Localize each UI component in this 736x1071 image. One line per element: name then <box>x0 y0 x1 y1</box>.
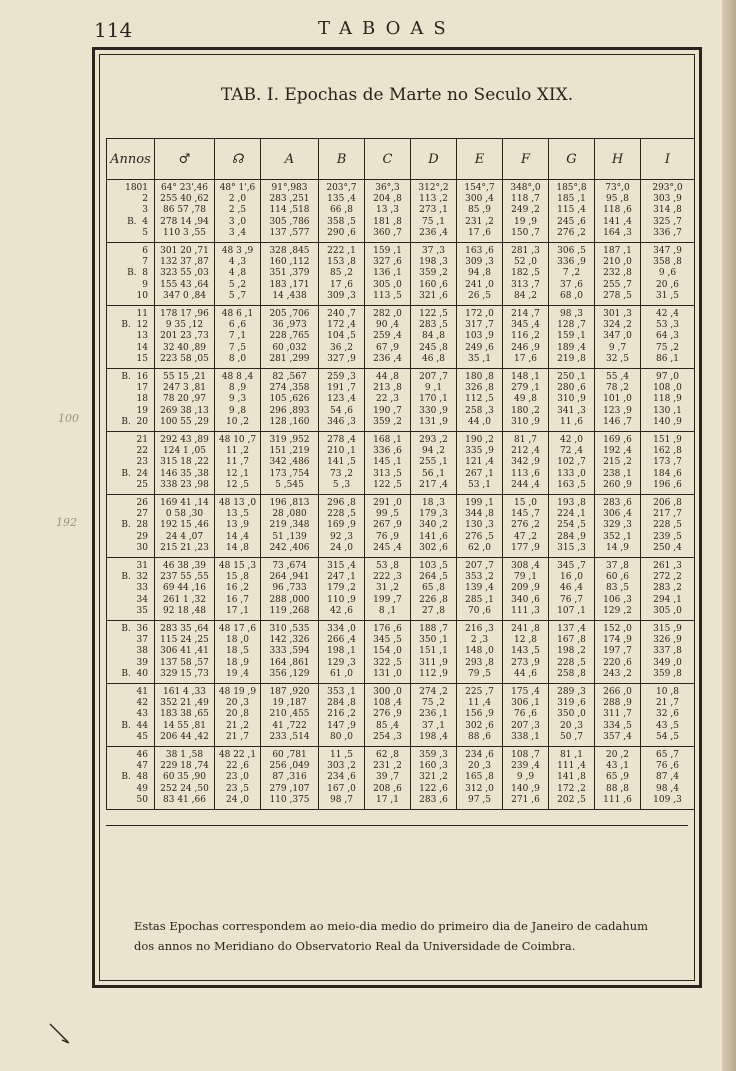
table-cell <box>595 369 641 432</box>
years-values: 46 47 B. 48 49 50 <box>121 750 148 805</box>
cell-values: 55 ,4 78 ,2 101 ,0 123 ,9 146 ,7 <box>603 372 632 427</box>
table-cell <box>503 495 549 558</box>
cell-values: 312°,2 113 ,2 273 ,1 75 ,1 236 ,4 <box>418 183 449 238</box>
table-cell <box>549 495 595 558</box>
table-cell <box>457 432 503 495</box>
cell-values: 163 ,6 309 ,3 94 ,8 241 ,0 26 ,5 <box>465 246 494 301</box>
cell-values: 296 ,8 228 ,5 169 ,9 92 ,3 24 ,0 <box>327 498 356 553</box>
page-number: 114 <box>94 18 133 42</box>
cell-values: 278 ,4 210 ,1 141 ,5 73 ,2 5 ,3 <box>327 435 356 490</box>
cell-values: 161 4 ,33 352 21 ,49 183 38 ,65 14 55 ,81 206 44 ,42 <box>160 687 209 742</box>
table-row <box>107 180 695 243</box>
table-cell <box>215 558 261 621</box>
cell-values: 250 ,1 280 ,6 310 ,9 341 ,3 11 ,6 <box>557 372 586 427</box>
years-values: 26 27 B. 28 29 30 <box>121 498 148 553</box>
table-cell <box>319 684 365 747</box>
table-cell <box>595 558 641 621</box>
table-cell <box>595 747 641 810</box>
table-cell <box>411 621 457 684</box>
table-title: TAB. I. Epochas de Marte no Seculo XIX. <box>220 85 574 105</box>
table-cell <box>411 747 457 810</box>
column-header: B <box>319 139 365 180</box>
cell-values: 48 13 ,0 13 ,5 13 ,9 14 ,4 14 ,8 <box>218 498 257 553</box>
table-cell <box>319 306 365 369</box>
table-cell <box>411 495 457 558</box>
years-cell <box>107 306 155 369</box>
table-cell <box>215 180 261 243</box>
table-cell <box>365 432 411 495</box>
column-header: ☊ <box>215 139 261 180</box>
table-cell <box>215 243 261 306</box>
column-header: A <box>261 139 319 180</box>
cell-values: 20 ,2 43 ,1 65 ,9 88 ,8 111 ,6 <box>603 750 632 805</box>
cell-values: 315 ,9 326 ,9 337 ,8 349 ,0 359 ,8 <box>653 624 682 679</box>
cell-values: 334 ,0 266 ,4 198 ,1 129 ,3 61 ,0 <box>327 624 356 679</box>
table-cell <box>155 432 215 495</box>
years-values: 11 B. 12 13 14 15 <box>121 309 148 364</box>
cell-values: 55 15 ,21 247 3 ,81 78 20 ,97 269 38 ,13 100 55 ,29 <box>160 372 209 427</box>
table-cell <box>155 621 215 684</box>
table-cell <box>549 432 595 495</box>
table-row <box>107 369 695 432</box>
table-cell <box>549 243 595 306</box>
cell-values: 300 ,0 108 ,4 276 ,9 85 ,4 254 ,3 <box>373 687 402 742</box>
table-row <box>107 747 695 810</box>
cell-values: 345 ,7 16 ,0 46 ,4 76 ,7 107 ,1 <box>557 561 586 616</box>
table-cell <box>503 432 549 495</box>
cell-values: 293°,0 303 ,9 314 ,8 325 ,7 336 ,7 <box>652 183 683 238</box>
table-row <box>107 684 695 747</box>
cell-values: 310 ,535 142 ,326 333 ,594 164 ,861 356 ,129 <box>269 624 310 679</box>
epochs-table <box>106 138 695 810</box>
cell-values: 103 ,5 264 ,5 65 ,8 226 ,8 27 ,8 <box>419 561 448 616</box>
cell-values: 37 ,3 198 ,3 359 ,2 160 ,6 321 ,6 <box>419 246 448 301</box>
cell-values: 148 ,1 279 ,1 49 ,8 180 ,2 310 ,9 <box>511 372 540 427</box>
table-cell <box>215 621 261 684</box>
table-cell <box>595 306 641 369</box>
column-header: H <box>595 139 641 180</box>
cell-values: 225 ,7 11 ,4 156 ,9 302 ,6 88 ,6 <box>465 687 494 742</box>
cell-values: 261 ,3 272 ,2 283 ,2 294 ,1 305 ,0 <box>653 561 682 616</box>
cell-values: 62 ,8 231 ,2 39 ,7 208 ,6 17 ,1 <box>373 750 402 805</box>
table-cell <box>411 558 457 621</box>
table-cell <box>215 432 261 495</box>
cell-values: 216 ,3 2 ,3 148 ,0 293 ,8 79 ,5 <box>465 624 494 679</box>
cell-values: 73°,0 95 ,8 118 ,6 141 ,4 164 ,3 <box>603 183 632 238</box>
cell-values: 205 ,706 36 ,973 228 ,765 60 ,032 281 ,299 <box>269 309 310 364</box>
table-cell <box>155 495 215 558</box>
margin-mark: 192 <box>56 516 77 529</box>
cell-values: 193 ,8 224 ,1 254 ,5 284 ,9 315 ,3 <box>557 498 586 553</box>
cell-values: 53 ,8 222 ,3 31 ,2 199 ,7 8 ,1 <box>373 561 402 616</box>
cell-values: 64° 23',46 255 40 ,62 86 57 ,78 278 14 ,94 110 3 ,55 <box>160 183 209 238</box>
cell-values: 185°,8 185 ,1 115 ,4 245 ,6 276 ,2 <box>556 183 587 238</box>
table-cell <box>457 747 503 810</box>
table-cell <box>595 684 641 747</box>
cell-values: 42 ,0 72 ,4 102 ,7 133 ,0 163 ,5 <box>557 435 586 490</box>
table-cell <box>261 558 319 621</box>
cell-values: 199 ,1 344 ,8 130 ,3 276 ,5 62 ,0 <box>465 498 494 553</box>
cell-values: 292 43 ,89 124 1 ,05 315 18 ,22 146 35 ,38 338 23 ,98 <box>160 435 209 490</box>
footnote: Estas Epochas correspondem ao meio-dia medio do primeiro dia de Janeiro de cadahum dos annos no Meridiano do Observatorio Real da Universidade de Coimbra. <box>134 919 649 953</box>
cell-values: 48 8 ,4 8 ,9 9 ,3 9 ,8 10 ,2 <box>221 372 254 427</box>
table-cell <box>641 747 695 810</box>
years-values: 1801 2 3 B. 4 5 <box>125 183 148 238</box>
cell-values: 18 ,3 179 ,3 340 ,2 141 ,6 302 ,6 <box>419 498 448 553</box>
cell-values: 315 ,4 247 ,1 179 ,2 110 ,9 42 ,6 <box>327 561 356 616</box>
table-cell <box>595 621 641 684</box>
cell-values: 187 ,920 19 ,187 210 ,455 41 ,722 233 ,514 <box>269 687 310 742</box>
table-cell <box>411 684 457 747</box>
cell-values: 175 ,4 306 ,1 76 ,6 207 ,3 338 ,1 <box>511 687 540 742</box>
table-cell <box>319 180 365 243</box>
cell-values: 168 ,1 336 ,6 145 ,1 313 ,5 122 ,5 <box>373 435 402 490</box>
table-cell <box>411 180 457 243</box>
table-cell <box>365 495 411 558</box>
years-cell <box>107 495 155 558</box>
column-header: D <box>411 139 457 180</box>
table-cell <box>319 621 365 684</box>
table-cell <box>641 621 695 684</box>
table-cell <box>641 684 695 747</box>
years-cell <box>107 621 155 684</box>
cell-values: 154°,7 300 ,4 85 ,9 231 ,2 17 ,6 <box>464 183 495 238</box>
cell-values: 73 ,674 264 ,941 96 ,733 288 ,000 119 ,268 <box>269 561 310 616</box>
table-cell <box>457 684 503 747</box>
cell-values: 266 ,0 288 ,9 311 ,7 334 ,5 357 ,4 <box>603 687 632 742</box>
table-row <box>107 558 695 621</box>
table-cell <box>365 369 411 432</box>
table-cell <box>641 306 695 369</box>
years-values: 31 B. 32 33 34 35 <box>121 561 148 616</box>
cell-values: 203°,7 135 ,4 66 ,8 358 ,5 290 ,6 <box>326 183 357 238</box>
table-cell <box>365 621 411 684</box>
column-header: Annos <box>107 139 155 180</box>
table-cell <box>457 180 503 243</box>
table-cell <box>457 621 503 684</box>
table-cell <box>261 180 319 243</box>
table-cell <box>457 306 503 369</box>
table-cell <box>457 558 503 621</box>
cell-values: 48° 1',6 2 ,0 2 ,5 3 ,0 3 ,4 <box>219 183 256 238</box>
cell-values: 159 ,1 327 ,6 136 ,1 305 ,0 113 ,5 <box>373 246 402 301</box>
table-row <box>107 621 695 684</box>
cell-values: 241 ,8 12 ,8 143 ,5 273 ,9 44 ,6 <box>511 624 540 679</box>
table-cell <box>503 306 549 369</box>
table-cell <box>411 306 457 369</box>
years-cell <box>107 558 155 621</box>
table-cell <box>365 243 411 306</box>
table-cell <box>503 369 549 432</box>
cell-values: 188 ,7 350 ,1 151 ,1 311 ,9 112 ,9 <box>419 624 448 679</box>
table-cell <box>215 306 261 369</box>
cell-values: 187 ,1 210 ,0 232 ,8 255 ,7 278 ,5 <box>603 246 632 301</box>
table-cell <box>641 432 695 495</box>
years-cell <box>107 369 155 432</box>
cell-values: 234 ,6 20 ,3 165 ,8 312 ,0 97 ,5 <box>465 750 494 805</box>
table-cell <box>215 369 261 432</box>
cell-values: 283 ,6 306 ,4 329 ,3 352 ,1 14 ,9 <box>603 498 632 553</box>
cell-values: 172 ,0 317 ,7 103 ,9 249 ,6 35 ,1 <box>465 309 494 364</box>
table-cell <box>503 558 549 621</box>
cell-values: 91°,983 283 ,251 114 ,518 305 ,786 137 ,577 <box>269 183 310 238</box>
cell-values: 169 41 ,14 0 58 ,30 192 15 ,46 24 4 ,07 215 21 ,23 <box>160 498 209 553</box>
years-values: B. 36 37 38 39 B. 40 <box>121 624 148 679</box>
cell-values: 122 ,5 283 ,5 84 ,8 245 ,8 46 ,8 <box>419 309 448 364</box>
table-cell <box>641 558 695 621</box>
cell-values: 289 ,3 319 ,6 350 ,0 20 ,3 50 ,7 <box>557 687 586 742</box>
years-values: 41 42 43 B. 44 45 <box>121 687 148 742</box>
cell-values: 36°,3 204 ,8 13 ,3 181 ,8 360 ,7 <box>373 183 402 238</box>
cell-values: 282 ,0 90 ,4 259 ,4 67 ,9 236 ,4 <box>373 309 402 364</box>
cell-values: 222 ,1 153 ,8 85 ,2 17 ,6 309 ,3 <box>327 246 356 301</box>
table-header-row <box>107 139 695 180</box>
table-cell <box>319 558 365 621</box>
cell-values: 291 ,0 99 ,5 267 ,9 76 ,9 245 ,4 <box>373 498 402 553</box>
cell-values: 152 ,0 174 ,9 197 ,7 220 ,6 243 ,2 <box>603 624 632 679</box>
cell-values: 48 22 ,1 22 ,6 23 ,0 23 ,5 24 ,0 <box>218 750 257 805</box>
table-cell <box>503 621 549 684</box>
table-frame-inner <box>99 54 695 981</box>
table-cell <box>365 180 411 243</box>
cell-values: 281 ,3 52 ,0 182 ,5 313 ,7 84 ,2 <box>511 246 540 301</box>
column-header: I <box>641 139 695 180</box>
cell-values: 301 ,3 324 ,2 347 ,0 9 ,7 32 ,5 <box>603 309 632 364</box>
cell-values: 240 ,7 172 ,4 104 ,5 36 ,2 327 ,9 <box>327 309 356 364</box>
table-cell <box>549 621 595 684</box>
table-row <box>107 243 695 306</box>
cell-values: 97 ,0 108 ,0 118 ,9 130 ,1 140 ,9 <box>653 372 682 427</box>
years-cell <box>107 684 155 747</box>
table-cell <box>261 684 319 747</box>
table-cell <box>261 432 319 495</box>
cell-values: 306 ,5 336 ,9 7 ,2 37 ,6 68 ,0 <box>557 246 586 301</box>
cell-values: 207 ,7 353 ,2 139 ,4 285 ,1 70 ,6 <box>465 561 494 616</box>
table-cell <box>549 684 595 747</box>
years-values: 21 22 23 B. 24 25 <box>121 435 148 490</box>
cell-values: 65 ,7 76 ,6 87 ,4 98 ,4 109 ,3 <box>653 750 682 805</box>
table-cell <box>215 495 261 558</box>
table-cell <box>549 369 595 432</box>
cell-values: 206 ,8 217 ,7 228 ,5 239 ,5 250 ,4 <box>653 498 682 553</box>
table-cell <box>365 684 411 747</box>
cell-values: 48 3 ,9 4 ,3 4 ,8 5 ,2 5 ,7 <box>221 246 254 301</box>
table-cell <box>155 558 215 621</box>
cell-values: 108 ,7 239 ,4 9 ,9 140 ,9 271 ,6 <box>511 750 540 805</box>
table-cell <box>155 180 215 243</box>
cell-values: 214 ,7 345 ,4 116 ,2 246 ,9 17 ,6 <box>511 309 540 364</box>
table-cell <box>641 495 695 558</box>
cell-values: 38 1 ,58 229 18 ,74 60 35 ,90 252 24 ,50 83 41 ,66 <box>160 750 209 805</box>
cell-values: 48 10 ,7 11 ,2 11 ,7 12 ,1 12 ,5 <box>218 435 257 490</box>
table-cell <box>503 747 549 810</box>
cell-values: 328 ,845 160 ,112 351 ,379 183 ,171 14 ,438 <box>269 246 310 301</box>
column-header: E <box>457 139 503 180</box>
column-header: F <box>503 139 549 180</box>
page-edge <box>722 0 736 1071</box>
column-header: ♂ <box>155 139 215 180</box>
cell-values: 293 ,2 94 ,2 255 ,1 56 ,1 217 ,4 <box>419 435 448 490</box>
table-cell <box>261 495 319 558</box>
table-cell <box>503 243 549 306</box>
table-row <box>107 495 695 558</box>
table-cell <box>155 243 215 306</box>
running-head-title: TABOAS <box>318 18 456 39</box>
table-cell <box>319 369 365 432</box>
table-cell <box>215 684 261 747</box>
table-cell <box>365 558 411 621</box>
cell-values: 48 15 ,3 15 ,8 16 ,2 16 ,7 17 ,1 <box>218 561 257 616</box>
cell-values: 98 ,3 128 ,7 159 ,1 189 ,4 219 ,8 <box>557 309 586 364</box>
table-cell <box>595 243 641 306</box>
table-cell <box>155 747 215 810</box>
cell-values: 180 ,8 326 ,8 112 ,5 258 ,3 44 ,0 <box>465 372 494 427</box>
cell-values: 151 ,9 162 ,8 173 ,7 184 ,6 196 ,6 <box>653 435 682 490</box>
running-head <box>0 18 736 46</box>
cell-values: 82 ,567 274 ,358 105 ,626 296 ,893 128 ,160 <box>269 372 310 427</box>
table-cell <box>261 747 319 810</box>
table-frame <box>92 47 702 988</box>
cell-values: 46 38 ,39 237 55 ,55 69 44 ,16 261 1 ,32 92 18 ,48 <box>160 561 209 616</box>
table-cell <box>215 747 261 810</box>
cell-values: 353 ,1 284 ,8 216 ,2 147 ,9 80 ,0 <box>327 687 356 742</box>
table-cell <box>457 369 503 432</box>
table-cell <box>457 495 503 558</box>
cell-values: 42 ,4 53 ,3 64 ,3 75 ,2 86 ,1 <box>656 309 679 364</box>
table-cell <box>155 369 215 432</box>
table-cell <box>595 432 641 495</box>
table-cell <box>319 747 365 810</box>
column-header: G <box>549 139 595 180</box>
table-row <box>107 432 695 495</box>
table-cell <box>503 180 549 243</box>
cell-values: 319 ,952 151 ,219 342 ,486 173 ,754 5 ,545 <box>269 435 310 490</box>
table-cell <box>503 684 549 747</box>
table-cell <box>549 306 595 369</box>
cell-values: 37 ,8 60 ,6 83 ,5 106 ,3 129 ,2 <box>603 561 632 616</box>
table-cell <box>155 306 215 369</box>
cell-values: 176 ,6 345 ,5 154 ,0 322 ,5 131 ,0 <box>373 624 402 679</box>
table-row <box>107 306 695 369</box>
cell-values: 259 ,3 191 ,7 123 ,4 54 ,6 346 ,3 <box>327 372 356 427</box>
cell-values: 283 35 ,64 115 24 ,25 306 41 ,41 137 58 ,57 329 15 ,73 <box>160 624 209 679</box>
table-cell <box>641 243 695 306</box>
cell-values: 207 ,7 9 ,1 170 ,1 330 ,9 131 ,9 <box>419 372 448 427</box>
cell-values: 11 ,5 303 ,2 234 ,6 167 ,0 98 ,7 <box>327 750 356 805</box>
table-cell <box>595 495 641 558</box>
years-values: 6 7 B. 8 9 10 <box>127 246 148 301</box>
years-values: B. 16 17 18 19 B. 20 <box>121 372 148 427</box>
column-header: C <box>365 139 411 180</box>
cell-values: 348°,0 118 ,7 249 ,2 19 ,9 150 ,7 <box>510 183 541 238</box>
cell-values: 169 ,6 192 ,4 215 ,2 238 ,1 260 ,9 <box>603 435 632 490</box>
pen-stroke-mark <box>48 1022 72 1046</box>
table-cell <box>319 495 365 558</box>
table-cell <box>261 369 319 432</box>
table-cell <box>261 621 319 684</box>
years-cell <box>107 180 155 243</box>
cell-values: 178 17 ,96 9 35 ,12 201 23 ,73 32 40 ,89 223 58 ,05 <box>160 309 209 364</box>
cell-values: 44 ,8 213 ,8 22 ,3 190 ,7 359 ,2 <box>373 372 402 427</box>
table-cell <box>261 306 319 369</box>
years-cell <box>107 432 155 495</box>
cell-values: 10 ,8 21 ,7 32 ,6 43 ,5 54 ,5 <box>656 687 679 742</box>
cell-values: 48 6 ,1 6 ,6 7 ,1 7 ,5 8 ,0 <box>221 309 254 364</box>
cell-values: 274 ,2 75 ,2 236 ,1 37 ,1 198 ,4 <box>419 687 448 742</box>
cell-values: 190 ,2 335 ,9 121 ,4 267 ,1 53 ,1 <box>465 435 494 490</box>
table-cell <box>641 369 695 432</box>
cell-values: 347 ,9 358 ,8 9 ,6 20 ,6 31 ,5 <box>653 246 682 301</box>
cell-values: 48 17 ,6 18 ,0 18 ,5 18 ,9 19 ,4 <box>218 624 257 679</box>
table-cell <box>595 180 641 243</box>
years-cell <box>107 747 155 810</box>
cell-values: 137 ,4 167 ,8 198 ,2 228 ,5 258 ,8 <box>557 624 586 679</box>
table-cell <box>155 684 215 747</box>
cell-values: 60 ,781 256 ,049 87 ,316 279 ,107 110 ,375 <box>269 750 310 805</box>
cell-values: 81 ,1 111 ,4 141 ,8 172 ,2 202 ,5 <box>557 750 586 805</box>
table-cell <box>641 180 695 243</box>
cell-values: 48 19 ,9 20 ,3 20 ,8 21 ,2 21 ,7 <box>218 687 257 742</box>
table-cell <box>549 180 595 243</box>
cell-values: 196 ,813 28 ,080 219 ,348 51 ,139 242 ,406 <box>269 498 310 553</box>
table-cell <box>457 243 503 306</box>
cell-values: 308 ,4 79 ,1 209 ,9 340 ,6 111 ,3 <box>511 561 540 616</box>
margin-mark: 100 <box>58 412 79 425</box>
cell-values: 359 ,3 160 ,3 321 ,2 122 ,6 283 ,6 <box>419 750 448 805</box>
cell-values: 15 ,0 145 ,7 276 ,2 47 ,2 177 ,9 <box>511 498 540 553</box>
table-cell <box>411 243 457 306</box>
table-cell <box>549 558 595 621</box>
note-area <box>106 825 688 974</box>
table-cell <box>365 306 411 369</box>
table-cell <box>319 243 365 306</box>
cell-values: 301 20 ,71 132 37 ,87 323 55 ,03 155 43 ,64 347 0 ,84 <box>160 246 209 301</box>
table-cell <box>261 243 319 306</box>
table-cell <box>411 369 457 432</box>
table-cell <box>549 747 595 810</box>
table-cell <box>411 432 457 495</box>
cell-values: 81 ,7 212 ,4 342 ,9 113 ,6 244 ,4 <box>511 435 540 490</box>
table-cell <box>365 747 411 810</box>
years-cell <box>107 243 155 306</box>
table-cell <box>319 432 365 495</box>
